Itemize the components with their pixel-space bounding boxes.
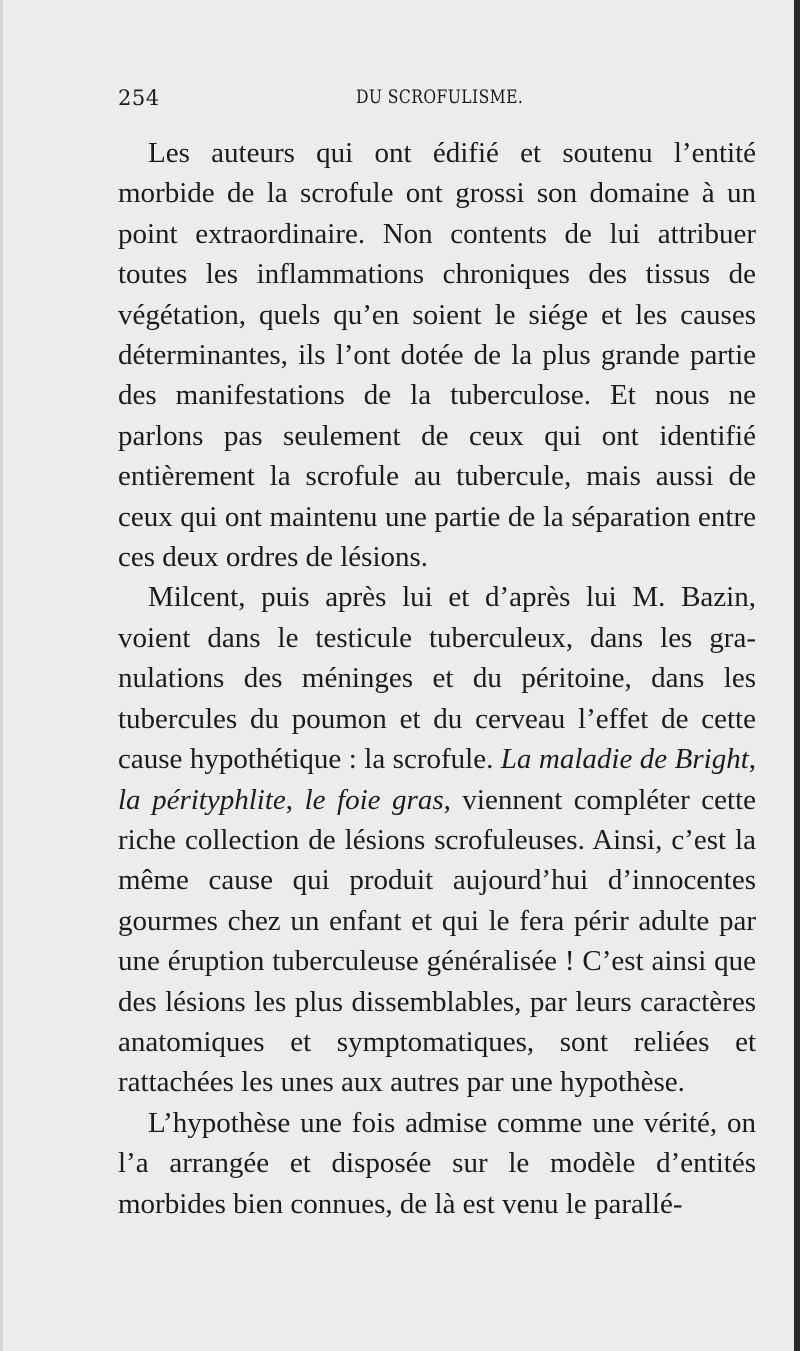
- body-text: [118, 133, 756, 1224]
- italic-term-foie-gras: le foie gras: [304, 783, 444, 816]
- separator-2: ,: [285, 783, 305, 816]
- italic-term-perityphlite: la pérityphlite: [118, 783, 286, 816]
- page-number: 254: [118, 86, 160, 110]
- paragraph-3: L’hypothèse une fois admise comme une vérité, on l’a arrangée et disposée sur le modèle d’entités morbides bien connues, de là est venu le parallé-: [118, 1106, 756, 1220]
- separator-1: ,: [748, 743, 756, 776]
- italic-term-bright: La maladie de Bright: [500, 743, 749, 776]
- paragraph-1: Les auteurs qui ont édifié et soutenu l’entité morbide de la scrofule ont grossi son domaine à un point extraordinaire. Non contents de lui attribuer toutes les inflammations chroniques des tissus de végétation, quels qu’en soient le siége et les causes déterminantes, ils l’ont dotée de la plus grande partie des manifestations de la tuberculose. Et nous ne parlons pas seulement de ceux qui ont identifié entièrement la scrofule au tubercule, mais aussi de ceux qui ont maintenu une partie de la séparation entre ces deux ordres de lésions.: [118, 137, 756, 574]
- running-title: DU SCROFULISME.: [356, 86, 524, 108]
- paragraph-2: [118, 577, 756, 1102]
- paragraph-2-text-b: , viennent compléter cette riche collection de lésions scrofuleuses. Ainsi, c’est la même cause qui produit aujourd’hui d’innocentes gourmes chez un enfant et qui le fera périr adulte par une éruption tuberculeuse généralisée ! C’est ainsi que des lésions les plus dissemblables, par leurs caractères anatomiques et symptomatiques, sont reliées et rattachées les unes aux autres par une hypothèse.: [118, 783, 756, 1099]
- page-header: [118, 82, 758, 118]
- paragraph-2-text-a: Milcent, puis après lui et d’après lui M. Bazin, voient dans le testicule tuberculeux, dans les granulations des méninges et du péritoine, dans les tubercules du poumon et du cerveau l’effet de cette cause hypothétique : la scrofule.: [118, 581, 756, 776]
